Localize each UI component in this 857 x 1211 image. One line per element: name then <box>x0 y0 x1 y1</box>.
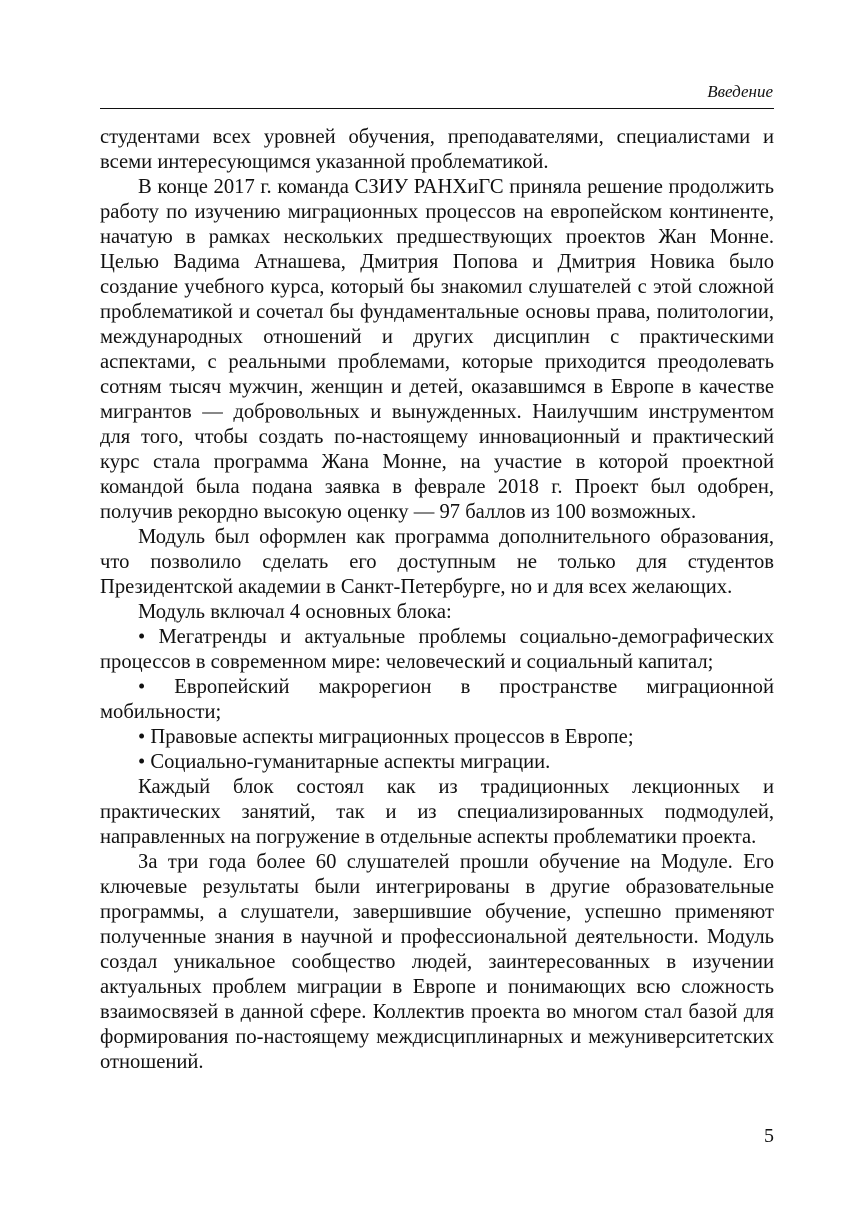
header-rule <box>100 108 774 109</box>
running-head-title: Введение <box>707 82 773 101</box>
paragraph-block-structure: Каждый блок состоял как из традиционных лекционных и практических занятий, так и из специализированных подмодулей, направленных на погружение в отдельные аспекты проблематики проекта. <box>100 776 774 848</box>
body-text <box>100 125 774 1075</box>
bullet-item-macroregion: • Европейский макрорегион в пространстве миграционной мобильности; <box>100 676 774 723</box>
paragraph-results: За три года более 60 слушателей прошли обучение на Модуле. Его ключевые результаты были интегрированы в другие образовательные программы, а слушатели, завершившие обучение, успешно применяют полученные знания в научной и профессиональной деятельности. Модуль создал уникальное сообщество людей, заинтересованных в изучении актуальных проблем миграции в Европе и понимающих всю сложность взаимосвязей в данной сфере. Коллектив проекта во многом стал базой для формирования по-настоящему междисциплинарных и межуниверситетских отношений. <box>100 851 774 1073</box>
paragraph-continuation: студентами всех уровней обучения, преподавателями, специалистами и всеми интересующимся указанной проблематикой. <box>100 126 774 173</box>
page-number: 5 <box>764 1125 774 1147</box>
bullet-item-megatrends: • Мегатренды и актуальные проблемы социально-демографических процессов в современном мире: человеческий и социальный капитал; <box>100 626 774 673</box>
paragraph-module-format: Модуль был оформлен как программа дополнительного образования, что позволило сделать его доступным не только для студентов Президентской академии в Санкт-Петербурге, но и для всех желающих. <box>100 526 774 598</box>
paragraph-blocks-intro: Модуль включал 4 основных блока: <box>138 601 452 623</box>
bullet-item-social-aspects: • Социально-гуманитарные аспекты миграции. <box>138 751 551 773</box>
paragraph-project-history: В конце 2017 г. команда СЗИУ РАНХиГС приняла решение продолжить работу по изучению миграционных процессов на европейском континенте, начатую в рамках нескольких предшествующих проектов Жан Монне. Целью Вадима Атнашева, Дмитрия Попова и Дмитрия Новика было создание учебного курса, который бы знакомил слушателей с этой сложной проблематикой и сочетал бы фундаментальные основы права, политологии, международных отношений и других дисциплин с практическими аспектами, с реальными проблемами, которые приходится преодолевать сотням тысяч мужчин, женщин и детей, оказавшимся в Европе в качестве мигрантов — добровольных и вынужденных. Наилучшим инструментом для того, чтобы создать по-настоящему инновационный и практический курс стала программа Жана Монне, на участие в которой проектной командой была подана заявка в феврале 2018 г. Проект был одобрен, получив рекордно высокую оценку — 97 баллов из 100 возможных. <box>100 176 774 523</box>
bullet-item-legal-aspects: • Правовые аспекты миграционных процессов в Европе; <box>138 726 634 748</box>
